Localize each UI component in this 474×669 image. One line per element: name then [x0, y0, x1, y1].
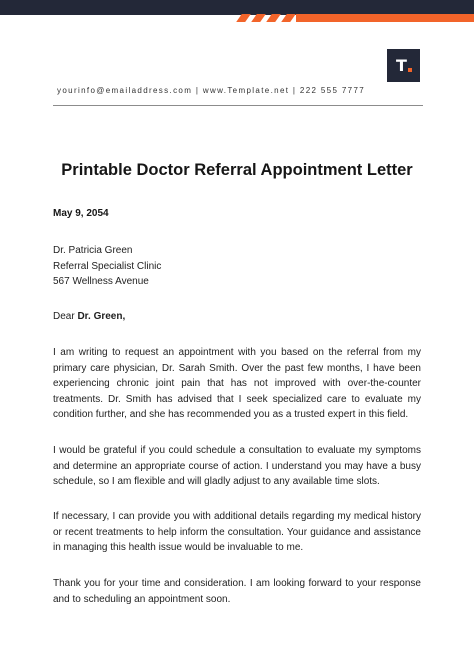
salutation [53, 311, 125, 322]
template-logo [387, 49, 420, 82]
salutation-prefix: Dear [53, 311, 78, 322]
salutation-name: Dr. Green, [77, 311, 126, 322]
header-stripe [281, 14, 296, 22]
letter-date: May 9, 2054 [53, 208, 109, 219]
recipient-name: Dr. Patricia Green [53, 245, 133, 256]
letter-title: Printable Doctor Referral Appointment Letter [61, 161, 413, 179]
recipient-organization: Referral Specialist Clinic [53, 260, 162, 272]
body-paragraph: Thank you for your time and consideration. I am looking forward to your response and to scheduling an appointment soon. [53, 578, 421, 605]
recipient-address [53, 243, 161, 290]
header-dark-bar [0, 0, 474, 15]
recipient-street: 567 Wellness Avenue [53, 276, 149, 287]
logo-dot-icon [408, 68, 412, 72]
contact-line: yourinfo@emailaddress.com | www.Template.net | 222 555 7777 [57, 86, 366, 95]
body-paragraph: If necessary, I can provide you with additional details regarding my medical history or recent treatments to help inform the consultation. Your guidance and assistance in managing this health issue would be invaluable to me. [53, 511, 421, 553]
header-accent-bar [296, 14, 474, 22]
body-paragraph: I would be grateful if you could schedule a consultation to evaluate my symptoms and determine an appropriate course of action. I understand you may have a busy schedule, so I am flexible and will gladly adjust to any available time slots. [53, 445, 421, 487]
header-divider [53, 105, 423, 106]
body-paragraph: I am writing to request an appointment with you based on the referral from my primary care physician, Dr. Sarah Smith. Over the past few months, I have been experiencing chronic joint pain that has not improved with over-the-counter treatments. Dr. Smith has advised that I seek specialized care to evaluate my condition further, and she has recommended you as a trusted expert in this field. [53, 347, 421, 420]
header-stripe [266, 14, 281, 22]
header-stripe [236, 14, 251, 22]
header-stripe [251, 14, 266, 22]
logo-letter: T [396, 55, 407, 75]
